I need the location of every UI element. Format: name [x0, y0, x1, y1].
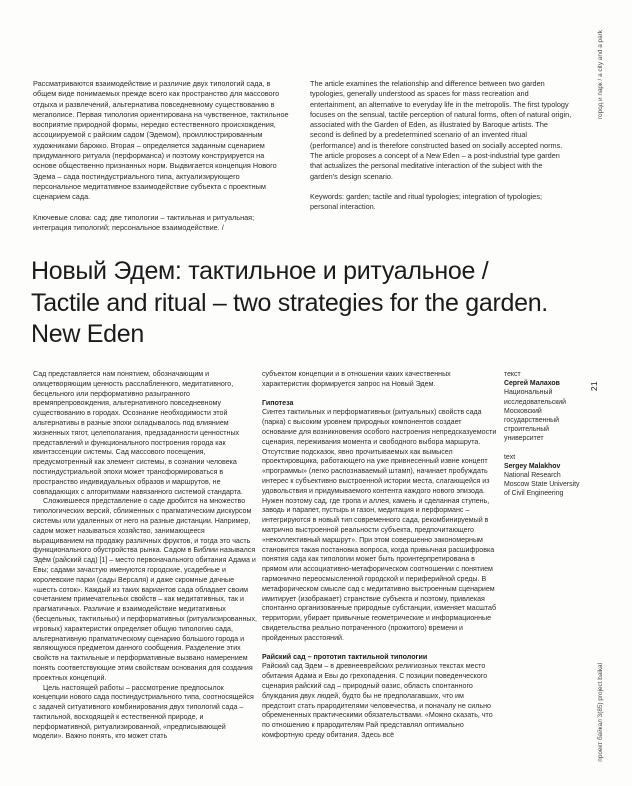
abstract-en-text: The article examines the relationship and difference between two garden typologies, generally understood as spaces for mass recreation and entertainment, an alternative to everyday life in the metropolis. The first typology focuses on the sensual, tactile perception of natural forms, often of natural origin, associated with the Garden of Eden, as illustrated by Baroque artists. The second is defined by a predetermined scenario of an invented ritual (performance) and is therefore constructed based on socially accepted norms. The article proposes a concept of a New Eden – a post-industrial type garden that actualizes the personal meditative interaction of the subject with the garden's design scenario.	[310, 79, 572, 181]
paragraph: субъектом концепции и в отношении каких качественных характеристик формируется запрос на Новый Эдем.	[262, 370, 451, 388]
section-heading-hypothesis: Гипотеза	[262, 398, 294, 407]
page-number: 21	[589, 381, 599, 392]
paragraph: Сложившееся представление о саде дробится на множество типологических версий, сближенных с прагматическим дискурсом системы или удаленных от него на разные дистанции. Например, садом может называться хозяйство, занимающееся выращиванием на продажу различных фруктов, и тогда это часть функционального обустройства рынка. Садом в Библии назывался Эдём (райский сад) [1] – место первоначального обитания Адама и Евы; садами зачастую именуются городские, усадебные и королевские парки (сады Версаля) и даже скромные дачные «шесть соток». Каждый из таких вариантов сада обладает своим сочетанием примечательных свойств – как медитативных, так и прагматичных. Различие и взаимодействие медитативных (бесцельных, тактильных) и перформативных (ритуализированных, игровых) характеристик определяет общую типологию сада, альтернативную прагматическому сценарию большого города и являющуюся предметом данного сообщения. Разделение этих свойств на тактильные и перформативные вызвано намерением понять соответствующие этим свойствам основания для создания проектных концепций.	[33, 497, 257, 682]
paragraph: Сад представляется нам понятием, обозначающим и олицетворяющим ценность расслабленного, медитативного, бесцельного или перформативно разыгранного времяпрепровождения, альтернативного повседневному существованию в городах. Осознание необходимости этой альтернативы в разные эпохи складывалось под влиянием жизненных тягот, целеполагания, предзаданности ценностных представлений и функционального построения города как квинтэссенции системы. Сад массового посещения, предусмотренный как элемент системы, в сознании человека постиндустриальной эпохи может трансформироваться в пространство индивидуальных образов и маршрутов, не совпадающих с алгоритмами навязанного системой стандарта.	[33, 370, 243, 496]
body-column-right	[262, 370, 498, 741]
paragraph: Синтез тактильных и перформативных (ритуальных) свойств сада (парка) с высоким уровнем природных компонентов создает основание для возникновения особого настроения непредсказуемости сценария, переживания момента и свободного выбора маршрута. Отсутствие подсказок, явно прочитываемых как вымысел проектировщика, работающего на уже привнесенный извне концепт «программы» (легко распознаваемый штамп), начинает пробуждать интерес к субъективно выстроенной истории места, слагающейся из удовольствия и придумываемого контента каждого нового эпизода. Нужен поэтому сад, где тропа и аллея, камень и сделанная ступень, заводь и парапет, пустырь и газон, медитация и перформанс – интегрируются в новый тип современного сада, рекомбинируемый в матрично выстроенной реальности субъекта, предпочитающего «неколлективный маршрут». При этом совершенно закономерным становится такая постановка вопроса, когда привычная расшифровка понятия сада как типологии может быть проинтерпретирована в прямом или ассоциативно-метафорическом соотношении с понятием гармонично переосмысленной городской и периферийной среды. В метафорическом смысле сад с медитативно выстроенным сценарием имитирует (изображает) странствие субъекта и поэтому, привлекая спонтанно организованные природные субстанции, изменяет масштаб территории, убирает привычные геометрические и информационные свидетельства реально потраченного (прожитого) времени и пройденных расстояний.	[262, 408, 497, 642]
paragraph: Райский сад Эдем – в древнееврейских религиозных текстах место обитания Адама и Евы до грехопадения. С позиции поведенческого сценария райский сад – природный оазис, область спонтанного блуждания двух людей, будто бы не предполагавших, что им предстоит стать прародителями человечества, и поначалу не сильно обремененных практическими обязательствами. «Можно сказать, что по отношению к прародителям Рай представлял оптимально комфортную среду обитания. Здесь всё	[262, 662, 493, 739]
body-column-left	[33, 370, 257, 742]
author-block-ru	[504, 370, 584, 444]
author-block-en	[504, 453, 584, 499]
issue-theme-vertical-label: город и парк / a city and a park	[597, 30, 604, 120]
author-label-ru: текст	[504, 371, 521, 378]
keywords-en: Keywords: garden; tactile and ritual typologies; integration of typologies; personal interaction.	[310, 191, 543, 212]
abstract-russian-column	[33, 79, 289, 233]
paragraph: Цель настоящей работы – рассмотрение предпосылок концепции нового сада постиндустриального типа, соотносящейся с задачей ситуативного комбинирования двух типологий сада – тактильной, восходящей к естественной природе, и перформативной, ритуализированной, «предписывающей модели». Важно понять, кто может стать	[33, 683, 254, 741]
abstract-ru-text: Рассматриваются взаимодействие и различие двух типологий сада, в общем виде понимаемых прежде всего как пространство для массового отдыха и развлечений, альтернатива повседневному существованию в мегаполисе. Первая типология ориентирована на чувственное, тактильное восприятие природной формы, нередко естественного происхождения, ассоциируемой с райским садом (Эдемом), проиллюстрированным художниками барокко. Вторая – определяется заданным сценарием придуманного ритуала (перформанса) и поэтому конструируется на основе общественно признанных норм. Выдвигается концепция Нового Эдема – сада постиндустриального типа, актуализирующего персональное медитативное взаимодействие субъекта с проектным сценарием сада.	[33, 79, 289, 202]
author-affiliation-en: National Research Moscow State University of Civil Engineering	[504, 472, 580, 498]
author-name-ru: Сергей Малахов	[504, 380, 560, 388]
keywords-ru: Ключевые слова: сад; две типологии – тактильная и ритуальная; интеграция типологий; персональное взаимодействие. /	[33, 212, 255, 232]
abstract-section	[33, 79, 573, 233]
author-label-en: text	[504, 453, 516, 461]
journal-name-vertical-label: проект байкал 3(85) project baikal	[597, 663, 604, 762]
author-affiliation-ru: Национальный исследовательский Московский государственный строительный университет	[504, 389, 567, 443]
article-title-line-eden: New Eden	[31, 320, 144, 348]
author-sidebar	[504, 370, 584, 508]
article-title	[31, 256, 591, 351]
abstract-english-column	[310, 79, 572, 233]
article-title-line-en: Tactile and ritual – two strategies for the garden.	[31, 288, 548, 317]
section-heading-eden-prototype: Райский сад – прототип тактильной типологии	[262, 652, 428, 661]
article-title-line-ru: Новый Эдем: тактильное и ритуальное /	[31, 257, 489, 285]
author-name-en: Sergey Malakhov	[504, 462, 561, 470]
